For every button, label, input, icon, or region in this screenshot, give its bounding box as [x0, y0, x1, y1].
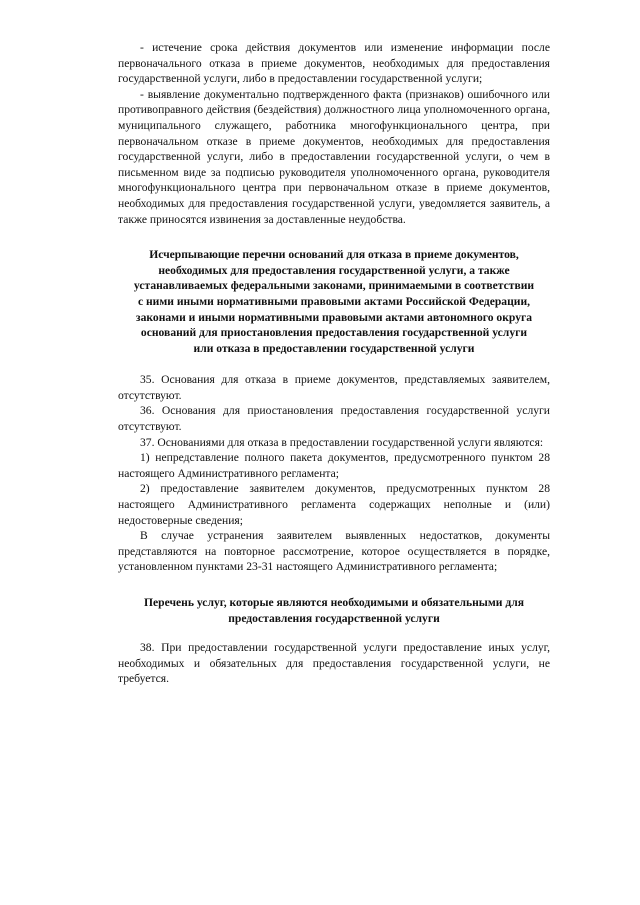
- paragraph-expiry: - истечение срока действия документов или изменение информации после первоначального отказа в приеме документов, необходимых для предоставления государственной услуги, либо в предоставлении государственной услуги;: [118, 41, 550, 86]
- paragraph-violation: - выявление документально подтвержденного факта (признаков) ошибочного или противоправного действия (бездействия) должностного лица уполномоченного органа, муниципального служащего, работника многофункционального центра, при первоначальном отказе в приеме документов, необходимых для предоставления государственной услуги, либо в предоставлении государственной услуги, о чем в письменном виде за подписью руководителя уполномоченного органа, руководителя многофункционального центра при первоначальном отказе в приеме документов, необходимых для предоставления государственной услуги, уведомляется заявитель, а также приносятся извинения за доставленные неудобства.: [118, 87, 550, 226]
- paragraph-35: 35. Основания для отказа в приеме документов, представляемых заявителем, отсутствуют.: [118, 373, 550, 402]
- top-section: [118, 40, 550, 227]
- bottom-section: [118, 640, 550, 687]
- section-heading-refusal-grounds: Исчерпывающие перечни оснований для отказа в приеме документов, необходимых для предоставления государственной услуги, а также устанавливаемых федеральными законами, принимаемыми в соответствии с ними иными нормативными правовыми актами Российской Федерации, законами и иными нормативными правовыми актами автономного округа оснований для приостановления предоставления государственной услуги или отказа в предоставлении государственной услуги: [133, 248, 535, 355]
- paragraph-36: 36. Основания для приостановления предоставления государственной услуги отсутствуют.: [118, 404, 550, 434]
- document-page: [118, 40, 550, 687]
- paragraph-37-item-2: 2) предоставление заявителем документов, предусмотренных пунктом 28 настоящего Административного регламента содержащих неполные и (или) недостоверные сведения;: [118, 482, 550, 527]
- paragraph-remedy: В случае устранения заявителем выявленных недостатков, документы представляются на повторное рассмотрение, которое осуществляется в порядке, установленном пунктами 23-31 настоящего Административного регламента;: [118, 529, 550, 574]
- section-heading-required-services: Перечень услуг, которые являются необходимыми и обязательными для предоставления государственной услуги: [144, 596, 524, 625]
- paragraph-38: 38. При предоставлении государственной услуги предоставление иных услуг, необходимых и обязательных для предоставления государственной услуги, не требуется.: [118, 641, 550, 686]
- paragraph-37: 37. Основаниями для отказа в предоставлении государственной услуги являются:: [140, 435, 544, 449]
- middle-section: [118, 372, 550, 575]
- paragraph-37-item-1: 1) непредставление полного пакета документов, предусмотренного пунктом 28 настоящего Административного регламента;: [118, 451, 550, 480]
